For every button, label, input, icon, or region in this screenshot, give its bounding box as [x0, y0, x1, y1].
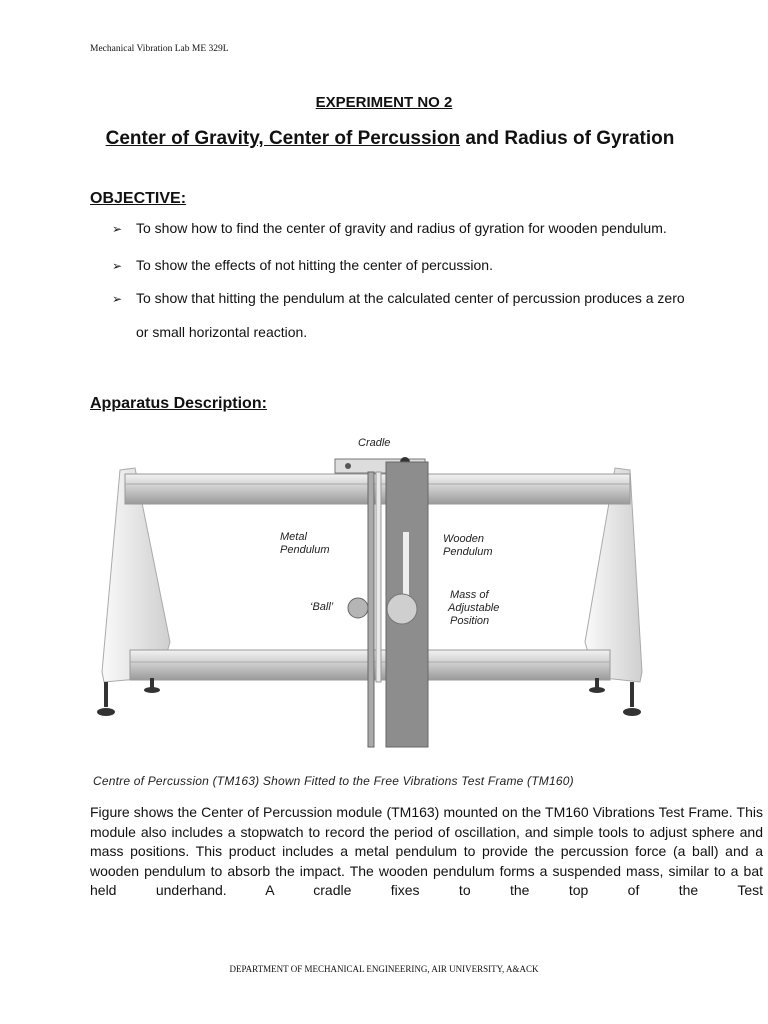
- bullet-text: To show how to find the center of gravity and radius of gyration for wooden pendulum.: [136, 220, 667, 236]
- body-paragraph: Figure shows the Center of Percussion module (TM163) mounted on the TM160 Vibrations Test Frame. This module also includes a stopwatch to record the period of oscillation, and simple tools to adjust sphere and mass positions. This product includes a metal pendulum to provide the percussion force (a ball) and a wooden pendulum to absorb the impact. The wooden pendulum forms a suspended mass, similar to a bat held underhand. A cradle fixes to the top of the Test: [90, 804, 763, 898]
- objective-bullet: [112, 290, 685, 306]
- objective-bullet: [112, 220, 667, 236]
- objective-bullet: [112, 257, 493, 273]
- objective-heading: OBJECTIVE:: [90, 190, 187, 207]
- experiment-number: EXPERIMENT NO 2: [315, 94, 453, 111]
- label-metal: Metal: [280, 531, 307, 543]
- title-rest: and Radius of Gyration: [460, 128, 675, 149]
- apparatus-heading: Apparatus Description:: [90, 395, 267, 412]
- label-metal: Pendulum: [280, 544, 330, 556]
- label-mass: Mass of: [450, 589, 489, 601]
- label-wooden: Pendulum: [443, 546, 493, 558]
- page-footer: DEPARTMENT OF MECHANICAL ENGINEERING, AIR UNIVERSITY, A&ACK: [229, 964, 539, 974]
- arrow-bullet-icon: ➢: [112, 222, 123, 236]
- metal-pendulum: [368, 472, 374, 747]
- ball: [348, 598, 368, 618]
- label-mass: Position: [450, 615, 490, 627]
- cradle-screw: [345, 463, 351, 469]
- label-ball: ‘Ball’: [310, 601, 334, 613]
- bullet-text: To show the effects of not hitting the center of percussion.: [136, 257, 493, 273]
- label-cradle: Cradle: [358, 437, 391, 449]
- title-underlined: Center of Gravity, Center of Percussion: [105, 128, 461, 149]
- adjustable-mass: [387, 594, 417, 624]
- arrow-bullet-icon: ➢: [112, 292, 123, 306]
- figure-caption: Centre of Percussion (TM163) Shown Fitted to the Free Vibrations Test Frame (TM160): [93, 774, 574, 788]
- pendulum-slot: [403, 532, 409, 602]
- scale-strip: [376, 472, 381, 682]
- apparatus-figure: [90, 432, 670, 752]
- running-header: Mechanical Vibration Lab ME 329L: [90, 44, 229, 54]
- bullet-text: To show that hitting the pendulum at the calculated center of percussion produces a zero: [136, 290, 685, 306]
- label-wooden: Wooden: [443, 533, 484, 545]
- bullet-continuation: or small horizontal reaction.: [136, 324, 308, 340]
- page-title: [0, 128, 768, 150]
- label-mass: Adjustable: [448, 602, 500, 614]
- arrow-bullet-icon: ➢: [112, 259, 123, 273]
